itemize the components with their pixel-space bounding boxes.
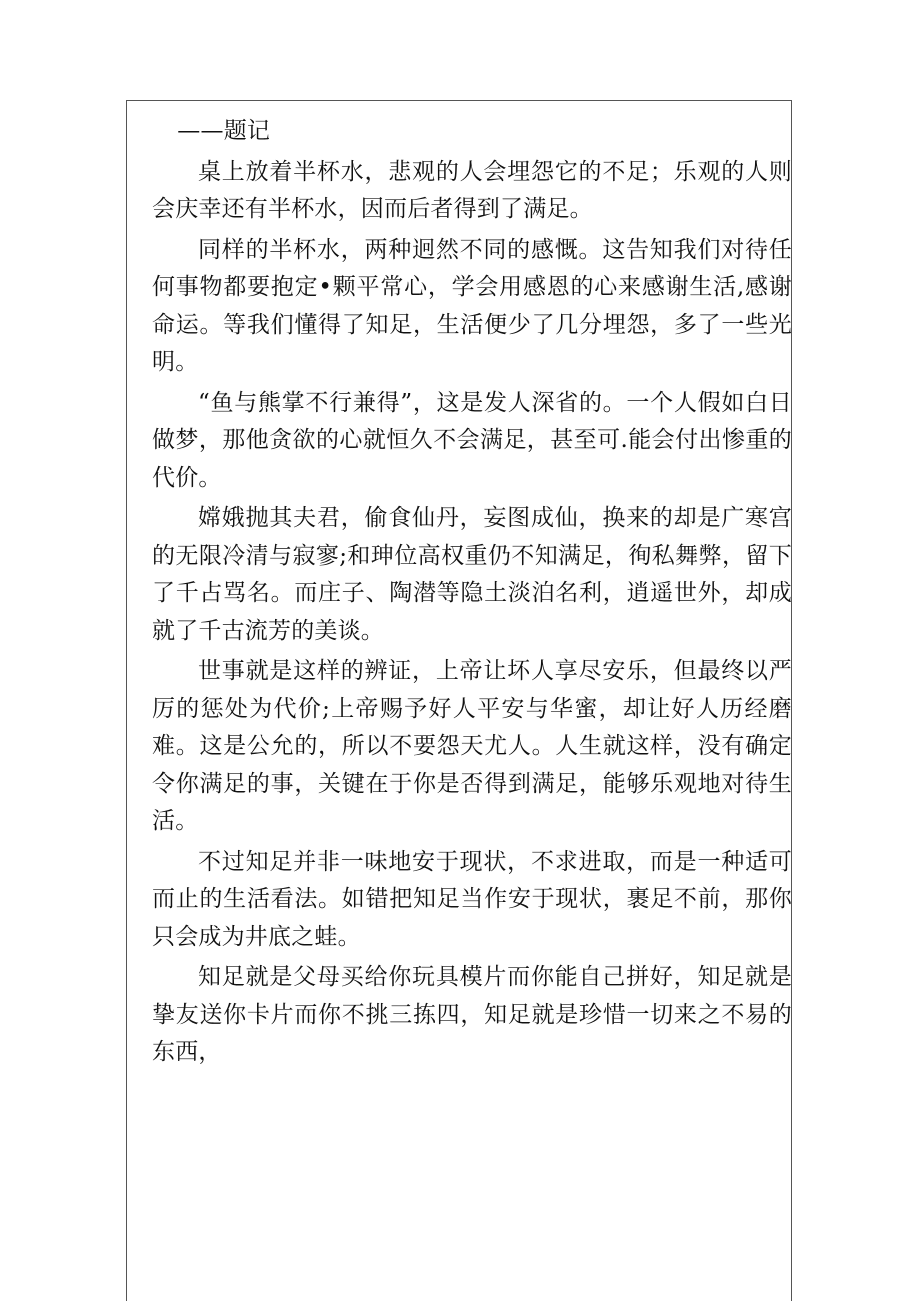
paragraph-7: 知足就是父母买给你玩具模片而你能自己拼好，知足就是挚友送你卡片而你不挑三拣四，知足就是珍惜一切来之不易的东西， [152, 964, 792, 1065]
epigraph: ——题记 [177, 118, 271, 144]
paragraph-2: 同样的半杯水，两种迥然不同的感慨。这告知我们对待任何事物都要抱定•颗平常心，学会用感恩的心来感谢生活,感谢命运。等我们懂得了知足，生活便少了几分埋怨，多了一些光明。 [152, 236, 792, 375]
paragraph-5: 世事就是这样的辨证，上帝让坏人享尽安乐，但最终以严厉的惩处为代价;上帝赐予好人平安与华蜜，却让好人历经磨难。这是公允的，所以不要怨天尤人。人生就这样，没有确定令你满足的事，关键在于你是否得到满足，能够乐观地对待生活。 [152, 658, 792, 834]
document-body [152, 113, 792, 1075]
paragraph-6: 不过知足并非一味地安于现状，不求进取，而是一种适可而止的生活看法。如错把知足当作安于现状，裹足不前，那你只会成为井底之蛙。 [152, 848, 792, 950]
paragraph-1: 桌上放着半杯水，悲观的人会埋怨它的不足；乐观的人则会庆幸还有半杯水，因而后者得到了满足。 [152, 158, 792, 222]
paragraph-3: “鱼与熊掌不行兼得”，这是发人深省的。一个人假如白日做梦，那他贪欲的心就恒久不会满足，甚至可.能会付出惨重的代价。 [152, 389, 792, 491]
paragraph-4: 嫦娥抛其夫君，偷食仙丹，妄图成仙，换来的却是广寒宫的无限冷清与寂寥;和珅位高权重仍不知满足，徇私舞弊，留下了千占骂名。而庄子、陶潜等隐土淡泊名利，逍遥世外，却成就了千古流芳的美谈。 [152, 505, 792, 644]
